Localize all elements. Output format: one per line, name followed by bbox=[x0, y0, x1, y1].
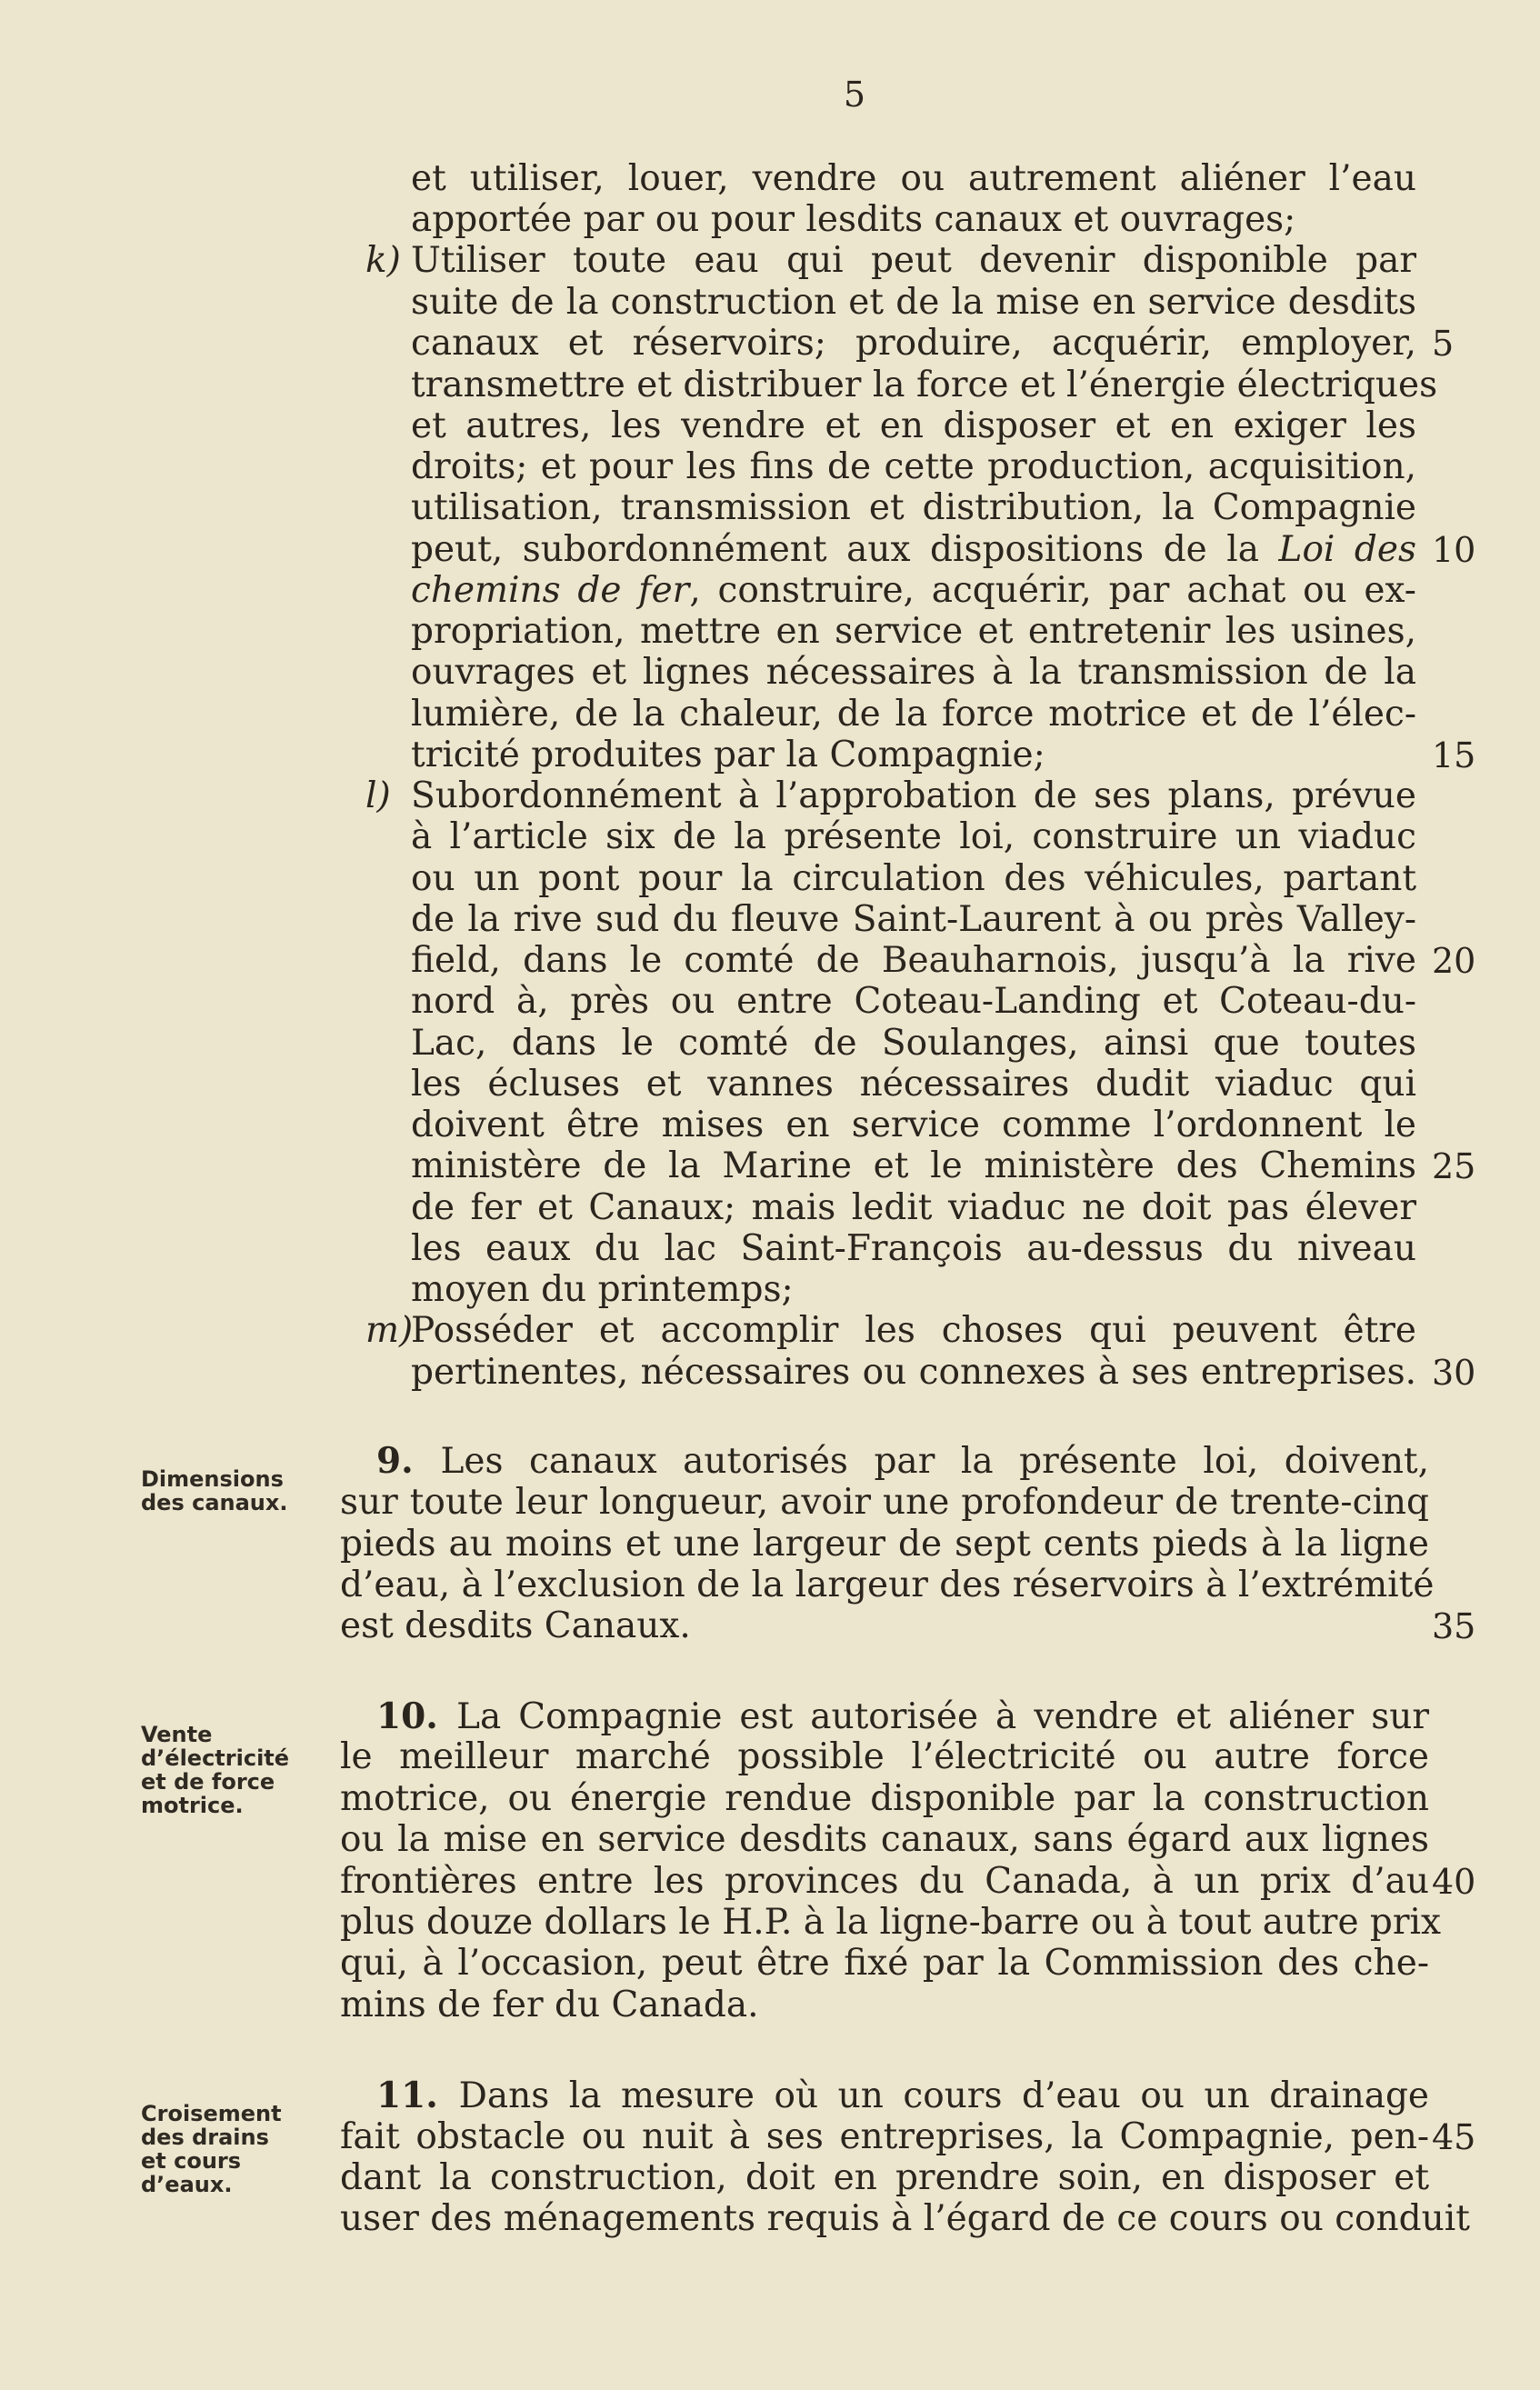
text-line: est desdits Canaux. bbox=[340, 1605, 691, 1646]
text-line: transmettre et distribuer la force et l’énergie électriques bbox=[411, 365, 1438, 405]
text-line: user des ménagements requis à l’égard de ce cours ou conduit bbox=[340, 2198, 1470, 2239]
text-line: Lac, dans le comté de Soulanges, ainsi que toutes bbox=[411, 1023, 1416, 1064]
text-line: ouvrages et lignes nécessaires à la transmission de la bbox=[411, 652, 1416, 693]
text-line: les écluses et vannes nécessaires dudit viaduc qui bbox=[411, 1064, 1416, 1105]
text-line: droits; et pour les fins de cette production, acquisition, bbox=[411, 446, 1416, 487]
line-number: 45 bbox=[1432, 2117, 1476, 2157]
text-line: apportée par ou pour lesdits canaux et ouvrages; bbox=[411, 199, 1296, 240]
line-number: 5 bbox=[1432, 324, 1455, 364]
line-number: 10 bbox=[1432, 530, 1476, 570]
text-line: plus douze dollars le H.P. à la ligne-barre ou à tout autre prix bbox=[340, 1902, 1441, 1943]
text-line: les eaux du lac Saint-François au-dessus du niveau bbox=[411, 1228, 1416, 1269]
line-number: 30 bbox=[1432, 1353, 1476, 1393]
line-number: 15 bbox=[1432, 735, 1476, 775]
text-line: doivent être mises en service comme l’ordonnent le bbox=[411, 1105, 1416, 1145]
section-number: 10. bbox=[376, 1695, 457, 1737]
text-line: peut, subordonnément aux dispositions de la Loi des bbox=[411, 529, 1416, 570]
text-line: et utiliser, louer, vendre ou autrement aliéner l’eau bbox=[411, 158, 1416, 199]
text-line: lumière, de la chaleur, de la force motrice et de l’élec- bbox=[411, 694, 1416, 735]
text-line: canaux et réservoirs; produire, acquérir, employer, bbox=[411, 323, 1416, 364]
text-line: 11. Dans la mesure où un cours d’eau ou un drainage bbox=[376, 2075, 1429, 2116]
text-line: sur toute leur longueur, avoir une profondeur de trente-cinq bbox=[340, 1482, 1429, 1523]
section-number: 9. bbox=[376, 1440, 441, 1482]
text-line: 10. La Compagnie est autorisée à vendre et aliéner sur bbox=[376, 1695, 1429, 1737]
text-line: motrice, ou énergie rendue disponible par la construction bbox=[340, 1778, 1429, 1819]
text-line: fait obstacle ou nuit à ses entreprises, la Compagnie, pen- bbox=[340, 2116, 1429, 2157]
line-number: 25 bbox=[1432, 1146, 1476, 1186]
text-line: moyen du printemps; bbox=[411, 1269, 794, 1310]
text-line: suite de la construction et de la mise en service desdits bbox=[411, 282, 1416, 323]
text-line: qui, à l’occasion, peut être fixé par la Commission des che- bbox=[340, 1943, 1429, 1984]
text-line: pertinentes, nécessaires ou connexes à ses entreprises. bbox=[411, 1352, 1416, 1393]
margin-note: Vente d’électricité et de force motrice. bbox=[141, 1722, 290, 1818]
page-number: 5 bbox=[843, 75, 866, 115]
text-line: m) Posséder et accomplir les choses qui peuvent être bbox=[365, 1310, 1416, 1351]
text-line: dant la construction, doit en prendre soin, en disposer et bbox=[340, 2157, 1429, 2198]
text-line: de fer et Canaux; mais ledit viaduc ne doit pas élever bbox=[411, 1187, 1416, 1228]
text-line: à l’article six de la présente loi, construire un viaduc bbox=[411, 816, 1416, 857]
item-label: m) bbox=[365, 1310, 414, 1351]
text-line: utilisation, transmission et distribution, la Compagnie bbox=[411, 487, 1416, 528]
text-line: propriation, mettre en service et entretenir les usines, bbox=[411, 611, 1416, 652]
text-line: tricité produites par la Compagnie; bbox=[411, 735, 1045, 775]
item-label: l) bbox=[365, 775, 391, 816]
text-line: nord à, près ou entre Coteau-Landing et Coteau-du- bbox=[411, 981, 1416, 1022]
text-line: field, dans le comté de Beauharnois, jusqu’à la rive bbox=[411, 940, 1416, 981]
section-number: 11. bbox=[376, 2075, 459, 2116]
item-label: k) bbox=[365, 240, 401, 281]
text-line: ou la mise en service desdits canaux, sans égard aux lignes bbox=[340, 1819, 1429, 1860]
text-line: frontières entre les provinces du Canada, à un prix d’au bbox=[340, 1861, 1429, 1902]
line-number: 20 bbox=[1432, 941, 1476, 981]
text-line: mins de fer du Canada. bbox=[340, 1985, 759, 2025]
text-line: de la rive sud du fleuve Saint-Laurent à ou près Valley- bbox=[411, 899, 1416, 940]
margin-note: Dimensions des canaux. bbox=[141, 1466, 288, 1515]
text-line: d’eau, à l’exclusion de la largeur des réservoirs à l’extrémité bbox=[340, 1565, 1435, 1605]
text-line: chemins de fer, construire, acquérir, par achat ou ex- bbox=[411, 570, 1416, 611]
text-line: ou un pont pour la circulation des véhicules, partant bbox=[411, 858, 1416, 899]
text-line: 9. Les canaux autorisés par la présente loi, doivent, bbox=[376, 1440, 1430, 1482]
text-line: le meilleur marché possible l’électricité ou autre force bbox=[340, 1736, 1429, 1777]
margin-note: Croisement des drains et cours d’eaux. bbox=[141, 2101, 282, 2197]
text-line: l) Subordonnément à l’approbation de ses plans, prévue bbox=[365, 775, 1416, 816]
text-line: et autres, les vendre et en disposer et en exiger les bbox=[411, 405, 1416, 446]
text-line: ministère de la Marine et le ministère des Chemins bbox=[411, 1145, 1416, 1186]
text-line: k) Utiliser toute eau qui peut devenir disponible par bbox=[365, 240, 1416, 281]
line-number: 40 bbox=[1432, 1862, 1476, 1902]
line-number: 35 bbox=[1432, 1606, 1476, 1646]
text-line: pieds au moins et une largeur de sept cents pieds à la ligne bbox=[340, 1524, 1429, 1565]
